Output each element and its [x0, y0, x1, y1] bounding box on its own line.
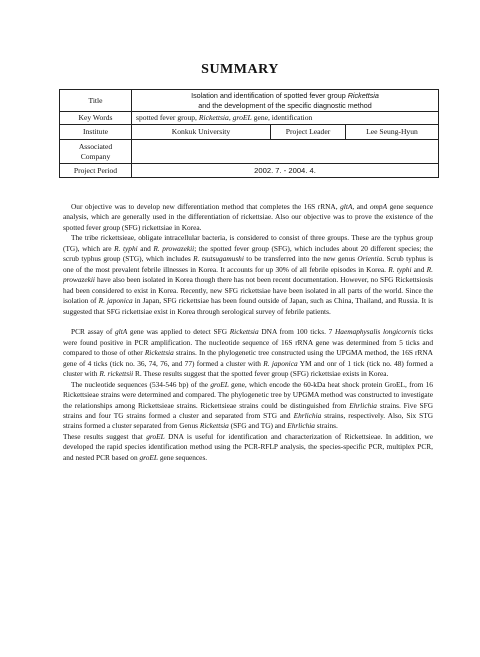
institute-label: Institute	[60, 125, 132, 140]
italic-run: ompA	[369, 202, 388, 211]
italic-run: R. japonica	[98, 296, 133, 306]
italic-run: R. prowazekii	[153, 243, 195, 253]
title-line1-italic: Rickettsia	[347, 90, 379, 100]
text-run: (SFG and TG) and	[228, 421, 288, 431]
paragraph-nucleotide	[63, 380, 433, 432]
keyword-text: gene, identification	[251, 113, 313, 122]
period-row	[60, 164, 439, 178]
text-run: YM and onr of 1 tick (tick no. 48) formed a cluster with	[63, 358, 434, 379]
italic-run: R. tsutsugamushi	[193, 254, 244, 264]
institute-row	[60, 125, 439, 140]
keywords-value	[132, 112, 439, 125]
italic-run: groEL	[210, 379, 229, 389]
text-run: and	[137, 243, 154, 253]
company-label	[60, 140, 132, 164]
keyword-text: ,	[228, 113, 231, 122]
text-run: The tribe rickettsieae, obligate intracellular bacteria, is considered to consist of three groups. These are the typhus group (TG), which are	[63, 233, 433, 253]
title-label: Title	[60, 90, 132, 112]
title-row	[60, 90, 439, 112]
summary-heading: SUMMARY	[201, 62, 279, 77]
keywords-label: Key Words	[60, 112, 132, 125]
italic-run: Rickettsia	[229, 327, 259, 337]
period-label: Project Period	[60, 164, 132, 178]
text-run: . Scrub typhus is one of the most prevalent febrile illnesses in Korea. It accounts for up 30% of all febrile episodes in Korea.	[63, 254, 433, 274]
italic-run: groEL	[146, 431, 165, 441]
text-run: strains. Five SFG strains and four TG strains formed a cluster and separated from STG and	[63, 400, 433, 420]
text-run: These results suggest that	[63, 431, 147, 441]
text-run: gene sequences.	[158, 452, 208, 462]
keyword-text: spotted fever group,	[136, 113, 197, 122]
italic-run: Ehrlichia	[287, 421, 315, 431]
italic-run: R. typhi	[114, 243, 138, 253]
italic-run: R. typhi	[388, 264, 412, 274]
keyword-italic: Rickettsia	[198, 113, 229, 122]
italic-run: Ehrlichia	[293, 411, 322, 420]
text-run: The nucleotide sequences (534-546 bp) of the	[71, 379, 211, 389]
text-run: strains. In the phylogenetic tree constructed using the UPGMA method, the 16S rRNA gene of 4 ticks (tick no. 36, 74, 76, and 77) formed a cluster with	[63, 348, 433, 368]
text-run: Our objective was to develop new differentiation method that completes the 16S rRNA,	[71, 202, 338, 211]
text-run: DNA is useful for identification and characterization of Rickettsieae. In addition, we developed the rapid species identification method using the PCR-RFLP analysis, the species-specific PCR, multiplex PCR, and nested PCR based on	[63, 431, 433, 462]
italic-run: Ehrlichia	[349, 400, 377, 410]
period-value: 2002. 7. - 2004. 4.	[132, 164, 439, 178]
company-value	[132, 140, 439, 164]
paragraph-objective	[63, 202, 433, 233]
text-run: and	[411, 264, 427, 274]
italic-run: Rickettsia	[199, 421, 229, 431]
italic-run: R. prowazekii	[63, 264, 433, 285]
italic-run: Rickettsia	[144, 348, 174, 358]
italic-run: groEL	[139, 452, 158, 462]
text-run: have also been isolated in Korea though there has not been recent documentation. However, no SFG Rickettsiosis had been considered to exist in Korea. Recently, new SFG rickettsiae have been isolated in all parts of the world. Since the isolation of	[63, 275, 433, 306]
text-run: PCR assay of	[71, 327, 115, 337]
summary-body	[63, 202, 433, 463]
text-run: strains, respectively. Also, Six STG strains formed a cluster separated from Genus	[63, 411, 433, 431]
text-run: strains.	[314, 421, 338, 431]
paragraph-conclusion	[63, 432, 433, 463]
text-run: R. These results suggest that the spotted fever group (SFG) rickettsiae exists in Korea.	[133, 369, 389, 379]
leader-value: Lee Seung-Hyun	[346, 125, 439, 140]
keyword-italic: groEL	[232, 113, 252, 122]
paragraph-tribe	[63, 233, 433, 317]
italic-run: Orientia	[357, 254, 383, 264]
text-run: in Japan, SFG rickettsiae has been found outside of Japan, such as China, Thailand, and Russia. It is suggested that SFG rickettsiae exist in Korea through serological survey of febrile patients.	[63, 296, 433, 316]
institute-value: Konkuk University	[132, 125, 271, 140]
project-info-table	[59, 89, 439, 178]
text-run: DNA from 100 ticks. 7	[258, 327, 335, 337]
title-value	[132, 90, 439, 112]
company-label-line2: Company	[80, 151, 111, 161]
text-run: gene sequence analysis, which are generally used in the differentiation of rickettsiae. Also our objective was to prove the existence of the spotted fever group (SFG) rickettsiae in Korea.	[63, 202, 433, 232]
title-line1: Isolation and identification of spotted fever group	[191, 90, 346, 100]
italic-run: gltA	[340, 202, 353, 211]
italic-run: R. rickettsii	[99, 369, 134, 379]
paragraph-pcr-assay	[63, 327, 433, 379]
company-row	[60, 140, 439, 164]
italic-run: Haemaphysalis longicornis	[334, 327, 417, 337]
text-run: ; the spotted fever group (SFG), which includes about 20 different species; the scrub typhus group (STG), which includes	[63, 243, 433, 264]
title-line2: and the development of the specific diagnostic method	[198, 100, 372, 110]
italic-run: gltA	[114, 327, 128, 337]
text-run: gene was applied to detect SFG	[127, 327, 230, 337]
leader-label: Project Leader	[271, 125, 346, 140]
text-run: gene, which encode the 60-kDa heat shock protein GroEL, from 16 Rickettsieae strains were determined and compared. The phylogenetic tree by UPGMA method was constructed to investigate the relationships among Rickettsieae strains. Rickettsieae strains could be distinguished from	[63, 379, 433, 410]
text-run: to be transferred into the new genus	[243, 254, 358, 264]
keywords-row	[60, 112, 439, 125]
company-label-line1: Associated	[78, 141, 113, 151]
text-run: , and	[352, 202, 370, 211]
text-run: ticks were found positive in PCR amplification. The nucleotide sequence of 16S rRNA gene was determined from 5 ticks and compared to those of other	[63, 327, 433, 358]
italic-run: R. japonica	[263, 358, 298, 368]
